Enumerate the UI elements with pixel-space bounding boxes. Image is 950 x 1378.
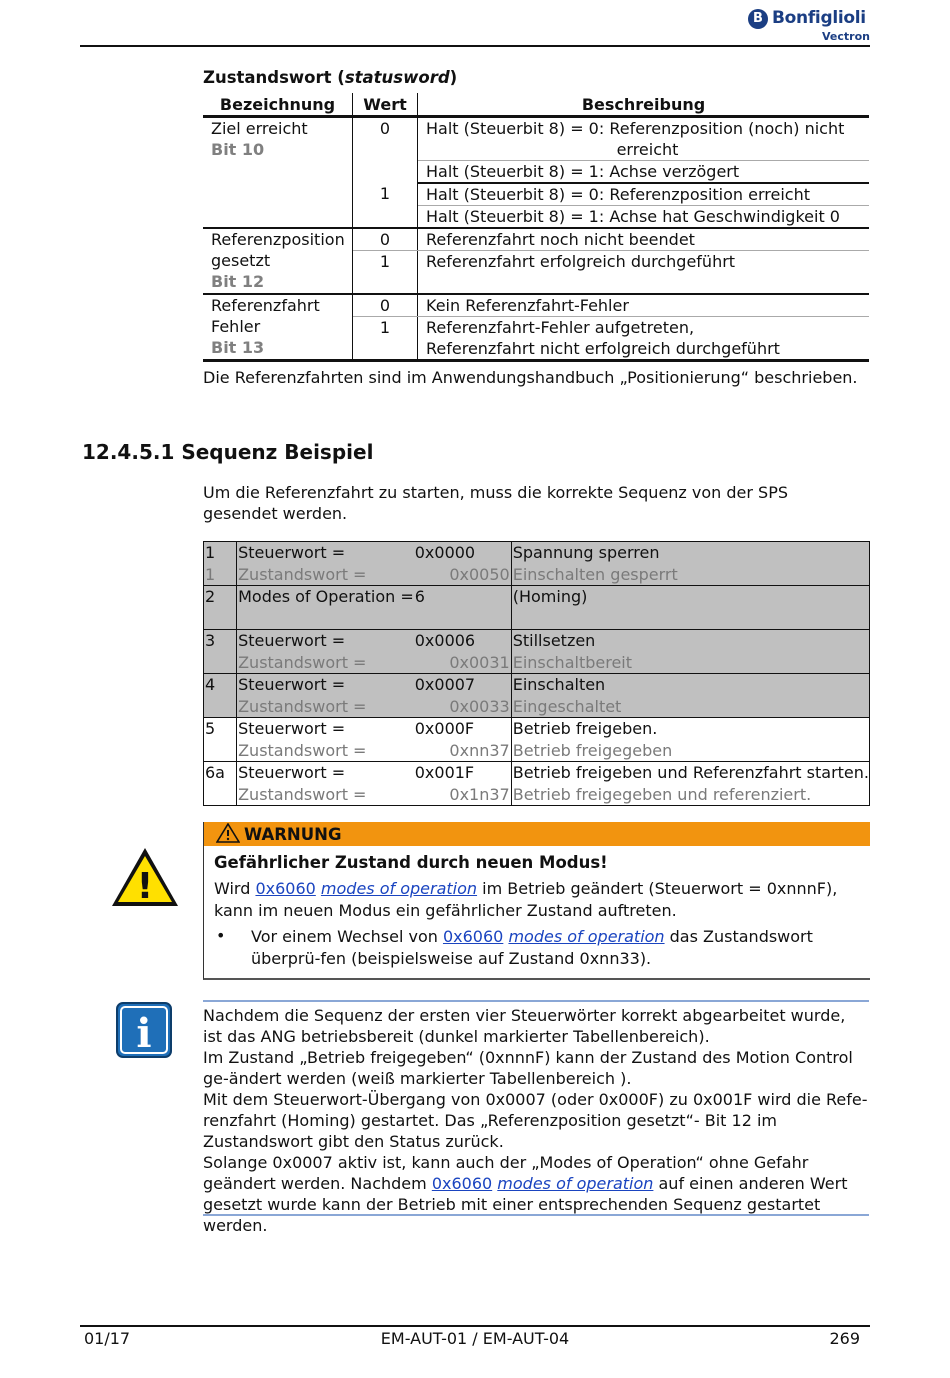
table-cell: 0x1n37 (414, 784, 511, 806)
table-cell: Ziel erreicht Bit 10 (203, 117, 353, 184)
table-cell: Steuerwort = (237, 630, 414, 652)
footer-divider (80, 1325, 870, 1327)
table-cell (203, 183, 353, 228)
info-paragraph: Mit dem Steuerwort-Übergang von 0x0007 (oder 0x000F) zu 0x001F wird die Refe-renzfahrt (Homing) gestartet. Das „Referenzposition gesetzt“- Bit 12 im Zustandswort gibt den Status zurück. (203, 1090, 868, 1151)
link-0x6060[interactable]: 0x6060 (442, 927, 504, 946)
table-cell: Referenzposition gesetzt Bit 12 (203, 228, 353, 294)
warning-small-icon (216, 823, 240, 843)
warning-bar (204, 822, 870, 846)
info-text (203, 1005, 869, 1236)
table-cell: Zustandswort = (238, 784, 367, 804)
table-row (204, 718, 870, 740)
table-cell: Halt (Steuerbit 8) = 1: Achse verzögert (418, 161, 870, 184)
table-cell: Eingeschaltet (512, 696, 622, 716)
table-cell: Stillsetzen (511, 630, 869, 652)
brand-sub: Vectron (822, 30, 870, 43)
table-row (204, 740, 870, 762)
table-cell: Modes of Operation = (238, 587, 414, 606)
link-0x6060[interactable]: 0x6060 (255, 879, 316, 898)
table-cell: 6a (204, 762, 237, 784)
table-cell: 0x0031 (414, 652, 511, 674)
table-cell: Einschalten gesperrt (512, 564, 678, 584)
info-paragraph: Im Zustand „Betrieb freigegeben“ (0xnnnF) kann der Zustand des Motion Control ge-ändert werden (weiß markierter Tabellenbereich ). (203, 1048, 853, 1088)
table-cell: Steuerwort = (237, 542, 414, 564)
brand-logo (748, 8, 873, 48)
table-cell: 0x001F (414, 762, 511, 784)
table-row (204, 696, 870, 718)
table-cell: 0x0033 (414, 696, 511, 718)
table-cell: Betrieb freigegeben (512, 740, 673, 760)
table-cell: 0x0007 (414, 674, 511, 696)
table-cell: 1 (353, 183, 418, 228)
table-cell: 1 (353, 317, 418, 361)
table-cell: 5 (204, 718, 237, 740)
table-cell: Kein Referenzfahrt-Fehler (418, 294, 870, 317)
table-cell: 1 (204, 542, 237, 564)
warning-text: Wird 0x6060 modes of operation im Betrieb geändert (Steuerwort = 0xnnnF), kann im neuen Modus ein gefährlicher Zustand auftreten. (214, 879, 838, 920)
table-row (204, 762, 870, 784)
table-cell: Halt (Steuerbit 8) = 0: Referenzposition (noch) nicht erreicht (418, 117, 870, 161)
table-row (204, 542, 870, 564)
section-heading: 12.4.5.1 Sequenz Beispiel (82, 440, 374, 464)
table-cell: Referenzfahrt Fehler Bit 13 (203, 294, 353, 361)
table-cell: 4 (204, 674, 237, 696)
table-cell: Betrieb freigeben und Referenzfahrt starten. (512, 763, 869, 782)
table-cell: 0x0000 (414, 542, 511, 564)
table-cell: Referenzfahrt-Fehler aufgetreten, Referenzfahrt nicht erfolgreich durchgeführt (418, 317, 870, 361)
table-row (204, 784, 870, 806)
table-cell: 0xnn37 (414, 740, 511, 762)
link-modes-of-operation[interactable]: modes of operation (497, 1174, 654, 1193)
table-cell: Steuerwort = (237, 674, 414, 696)
table-cell (204, 740, 237, 762)
table-row (204, 564, 870, 586)
table-cell: 0 (353, 228, 418, 251)
table-cell: Spannung sperren (511, 542, 869, 564)
sequence-table (203, 541, 870, 806)
info-box (203, 1000, 869, 1235)
table-cell (204, 784, 237, 806)
table-cell: Einschalten (511, 674, 869, 696)
table-row (204, 652, 870, 674)
table-cell: 0 (353, 294, 418, 317)
section-intro: Um die Referenzfahrt zu starten, muss die korrekte Sequenz von der SPS gesendet werden. (203, 483, 789, 523)
warning-heading: Gefährlicher Zustand durch neuen Modus! (214, 853, 608, 872)
status-table (203, 93, 869, 362)
footer-date: 01/17 (84, 1329, 131, 1348)
brand-name: Bonfiglioli (772, 8, 866, 28)
warning-bullet-text: Vor einem Wechsel von 0x6060 modes of operation das Zustandswort überprü-fen (beispielsweise auf Zustand 0xnn33). (251, 927, 813, 968)
footer-doc-id: EM-AUT-01 / EM-AUT-04 (380, 1329, 570, 1348)
svg-text:!: ! (136, 866, 154, 907)
page-number: 269 (829, 1329, 860, 1348)
table-cell (204, 608, 237, 630)
table-cell: Betrieb freigeben. (511, 718, 869, 740)
header-divider (80, 45, 870, 47)
link-modes-of-operation[interactable]: modes of operation (508, 927, 665, 946)
table-cell: 2 (204, 586, 237, 608)
warning-box (203, 822, 870, 980)
logo-mark-icon: B (748, 9, 768, 29)
table-row (204, 608, 870, 630)
table-cell: 1 (204, 564, 237, 586)
table-cell: Steuerwort = (237, 762, 414, 784)
table-cell: 3 (204, 630, 237, 652)
table-cell: Einschaltbereit (512, 652, 632, 672)
table-cell: 0 (353, 117, 418, 184)
bullet-icon: • (216, 926, 226, 945)
table-cell: Halt (Steuerbit 8) = 1: Achse hat Geschwindigkeit 0 (418, 206, 870, 229)
table-cell: 1 (353, 251, 418, 295)
table-cell: 0x000F (414, 718, 511, 740)
table-cell: 6 (414, 586, 511, 608)
table-cell: Zustandswort = (238, 652, 367, 672)
table-cell (204, 652, 237, 674)
table-cell (204, 696, 237, 718)
column-header: Wert (353, 93, 418, 117)
column-header: Beschreibung (418, 93, 870, 117)
table-row (204, 586, 870, 608)
info-paragraph: Solange 0x0007 aktiv ist, kann auch der „Modes of Operation“ ohne Gefahr geändert werden. Nachdem 0x6060 modes of operation auf einen anderen Wert gesetzt wurde kann der Betrieb mit einer entsprechenden Sequenz gestartet werden. (203, 1153, 848, 1235)
column-header: Bezeichnung (203, 93, 353, 117)
info-paragraph: Nachdem die Sequenz der ersten vier Steuerwörter korrekt abgearbeitet wurde, ist das ANG betriebsbereit (dunkel markierter Tabellenbereich). (203, 1006, 846, 1046)
table-cell: Zustandswort = (238, 696, 367, 716)
table-cell: Steuerwort = (237, 718, 414, 740)
status-table-title: Zustandswort (statusword) (203, 68, 458, 87)
table-cell: 0x0050 (414, 564, 511, 586)
table-cell: Referenzfahrt noch nicht beendet (418, 228, 870, 251)
table-cell (414, 608, 511, 630)
warning-triangle-icon (110, 846, 180, 908)
svg-text:i: i (136, 1010, 152, 1057)
table-row (204, 674, 870, 696)
table-cell: Referenzfahrt erfolgreich durchgeführt (418, 251, 870, 295)
table-row (204, 630, 870, 652)
link-modes-of-operation[interactable]: modes of operation (320, 879, 478, 898)
table-cell (511, 608, 869, 630)
warning-label: WARNUNG (244, 825, 342, 844)
table-cell: 0x0006 (414, 630, 511, 652)
table-cell (237, 608, 414, 630)
table-cell: Halt (Steuerbit 8) = 0: Referenzposition erreicht (418, 183, 870, 206)
link-0x6060[interactable]: 0x6060 (431, 1174, 493, 1193)
table-cell: Zustandswort = (238, 740, 367, 760)
table-cell: Zustandswort = (238, 564, 367, 584)
info-icon (116, 1002, 172, 1058)
table-cell: (Homing) (511, 586, 869, 608)
status-note: Die Referenzfahrten sind im Anwendungshandbuch „Positionierung“ beschrieben. (203, 368, 858, 387)
table-cell: Betrieb freigegeben und referenziert. (512, 784, 812, 804)
